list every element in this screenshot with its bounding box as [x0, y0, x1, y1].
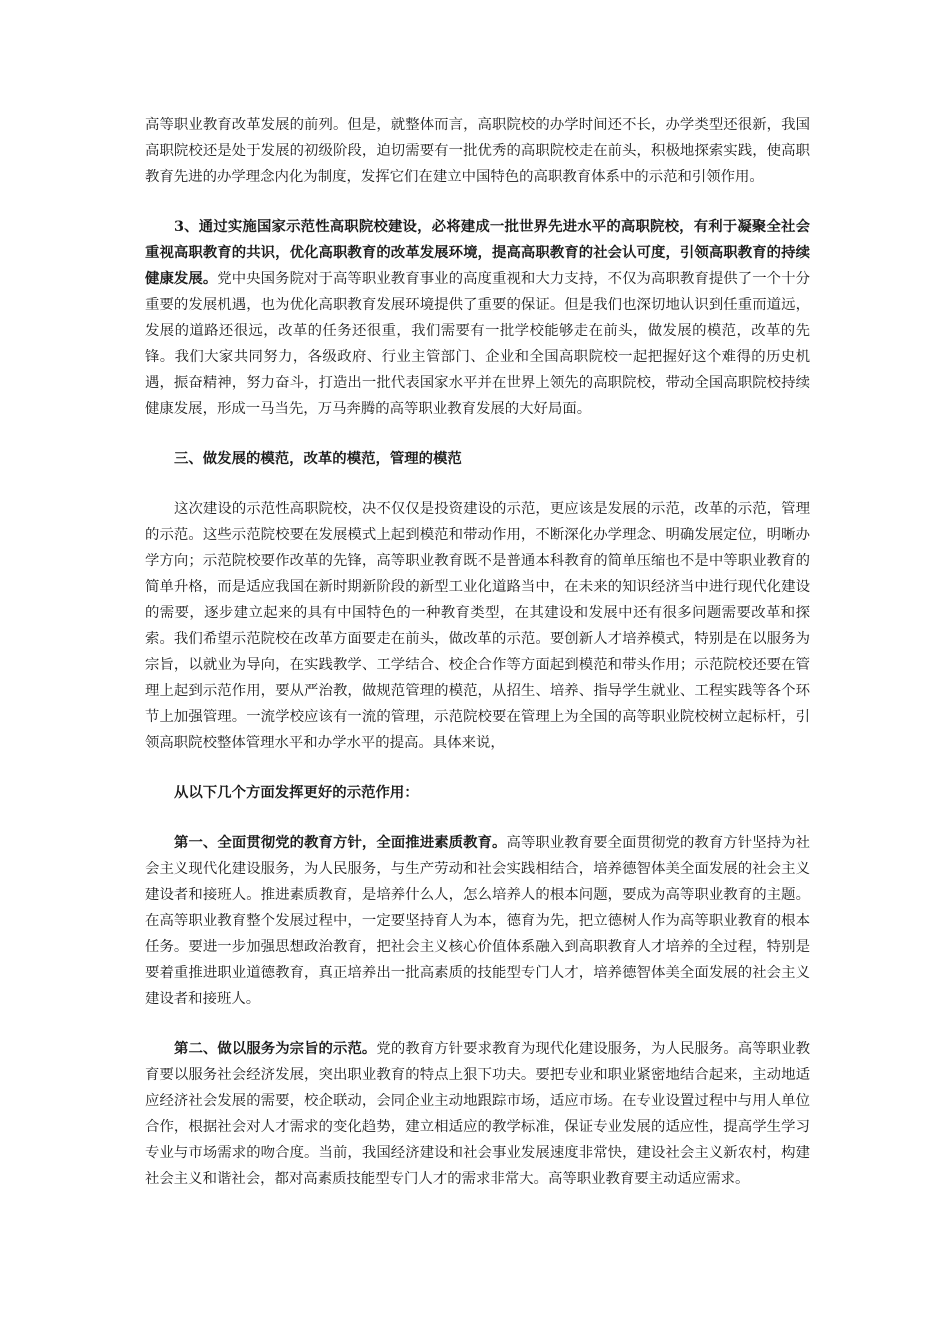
- paragraph-continuation: 高等职业教育改革发展的前列。但是，就整体而言，高职院校的办学时间还不长，办学类型还很新，我国高职院校还是处于发展的初级阶段，迫切需要有一批优秀的高职院校走在前头，积极地探索实践，使高职教育先进的办学理念内化为制度，发挥它们在建立中国特色的高职教育体系中的示范和引领作用。: [145, 117, 810, 185]
- subheading-aspects: 从以下几个方面发挥更好的示范作用：: [174, 784, 419, 801]
- first-point-body: 高等职业教育要全面贯彻党的教育方针坚持为社会主义现代化建设服务，为人民服务，与生产劳动和社会实践相结合，培养德智体美全面发展的社会主义建设者和接班人。推进素质教育，是培养什么人，怎么培养人的根本问题，要成为高等职业教育的主题。在高等职业教育整个发展过程中，一定要坚持育人为本，德育为先，把立德树人作为高等职业教育的根本任务。要进一步加强思想政治教育，把社会主义核心价值体系融入到高职教育人才培养的全过程，特别是要着重推进职业道德教育，真正培养出一批高素质的技能型专门人才，培养德智体美全面发展的社会主义建设者和接班人。: [145, 835, 810, 1007]
- paragraph-first-point: [145, 830, 810, 1012]
- section-heading-3: 三、做发展的模范，改革的模范，管理的模范: [174, 450, 462, 467]
- first-point-lead: 第一、全面贯彻党的教育方针，全面推进素质教育。: [174, 834, 507, 851]
- document-page: [145, 112, 810, 1192]
- paragraph-section-3-body: 这次建设的示范性高职院校，决不仅仅是投资建设的示范，更应该是发展的示范，改革的示范，管理的示范。这些示范院校要在发展模式上起到模范和带动作用，不断深化办学理念、明确发展定位，明晰办学方向；示范院校要作改革的先锋，高等职业教育既不是普通本科教育的简单压缩也不是中等职业教育的简单升格，而是适应我国在新时期新阶段的新型工业化道路当中，在未来的知识经济当中进行现代化建设的需要，逐步建立起来的具有中国特色的一种教育类型，在其建设和发展中还有很多问题需要改革和探索。我们希望示范院校在改革方面要走在前头，做改革的示范。要创新人才培养模式，特别是在以服务为宗旨，以就业为导向，在实践教学、工学结合、校企合作等方面起到模范和带头作用；示范院校还要在管理上起到示范作用，要从严治教，做规范管理的模范，从招生、培养、指导学生就业、工程实践等各个环节上加强管理。一流学校应该有一流的管理，示范院校要在管理上为全国的高等职业院校树立起标杆，引领高职院校整体管理水平和办学水平的提高。具体来说，: [145, 501, 810, 751]
- second-point-body: 党的教育方针要求教育为现代化建设服务，为人民服务。高等职业教育要以服务社会经济发展，突出职业教育的特点上狠下功夫。要把专业和职业紧密地结合起来，主动地适应经济社会发展的需要，校企联动，会同企业主动地跟踪市场，适应市场。在专业设置过程中与用人单位合作，根据社会对人才需求的变化趋势，建立相适应的教学标准，保证专业发展的适应性，提高学生学习专业与市场需求的吻合度。当前，我国经济建设和社会事业发展速度非常快，建设社会主义新农村，构建社会主义和谐社会，都对高素质技能型专门人才的需求非常大。高等职业教育要主动适应需求。: [145, 1041, 810, 1187]
- paragraph-second-point: [145, 1036, 810, 1192]
- point-3-body: 党中央国务院对于高等职业教育事业的高度重视和大力支持，不仅为高职教育提供了一个十分重要的发展机遇，也为优化高职教育发展环境提供了重要的保证。但是我们也深切地认识到任重而道远，发展的道路还很远，改革的任务还很重，我们需要有一批学校能够走在前头，做发展的模范，改革的先锋。我们大家共同努力，各级政府、行业主管部门、企业和全国高职院校一起把握好这个难得的历史机遇，振奋精神，努力奋斗，打造出一批代表国家水平并在世界上领先的高职院校，带动全国高职院校持续健康发展，形成一马当先，万马奔腾的高等职业教育发展的大好局面。: [145, 271, 810, 417]
- second-point-lead: 第二、做以服务为宗旨的示范。: [174, 1040, 377, 1057]
- paragraph-point-3: [145, 214, 810, 422]
- point-3-lead: 3、通过实施国家示范性高职院校建设，必将建成一批世界先进水平的高职院校，有利于凝聚全社会重视高职教育的共识，优化高职教育的改革发展环境，提高高职教育的社会认可度，引领高职教育的持续健康发展。: [145, 218, 810, 287]
